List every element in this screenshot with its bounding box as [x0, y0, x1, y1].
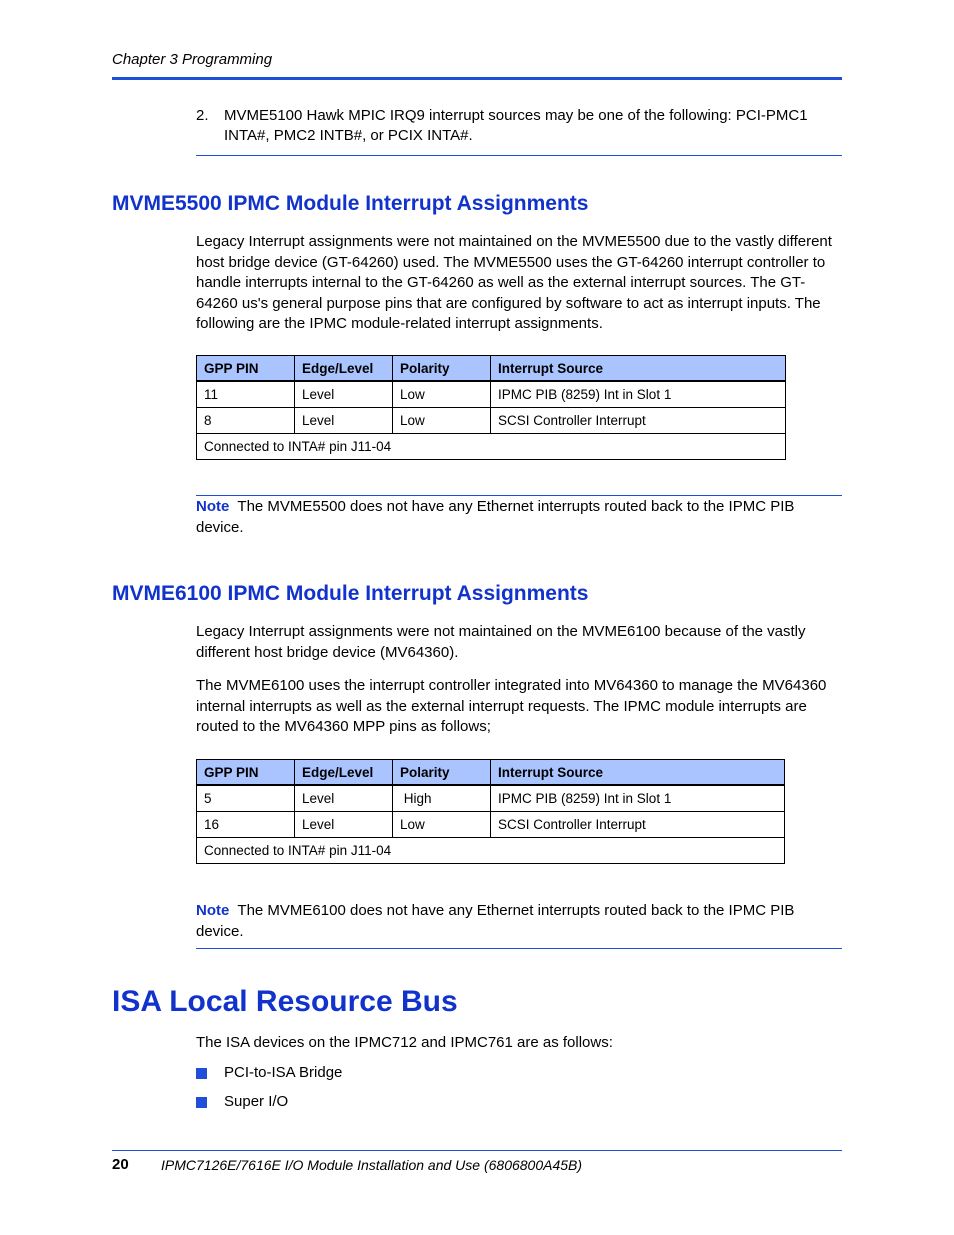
- table-cell: 11: [197, 381, 295, 408]
- table-cell: Low: [393, 812, 491, 838]
- table-footer-row: [197, 434, 786, 460]
- table-footer-cell: Connected to INTA# pin J11-04: [197, 434, 786, 460]
- table-row: [197, 381, 786, 408]
- divider: [196, 155, 842, 156]
- running-header: Chapter 3 Programming: [112, 51, 273, 68]
- table-cell: 16: [197, 812, 295, 838]
- table-cell: Level: [295, 381, 393, 408]
- table-row: [197, 785, 785, 812]
- table-cell: Low: [393, 381, 491, 408]
- note-text: The MVME5500 does not have any Ethernet interrupts routed back to the IPMC PIB device.: [196, 498, 795, 536]
- table-cell: Level: [295, 408, 393, 434]
- table-cell: 8: [197, 408, 295, 434]
- note-label: Note: [196, 902, 230, 919]
- bullet-square-icon: [196, 1097, 207, 1108]
- column-header: GPP PIN: [197, 356, 295, 382]
- section-paragraph: The ISA devices on the IPMC712 and IPMC761 are as follows:: [196, 1034, 613, 1051]
- table-cell: High: [393, 785, 491, 812]
- table-cell: IPMC PIB (8259) Int in Slot 1: [491, 785, 785, 812]
- table-cell: SCSI Controller Interrupt: [491, 812, 785, 838]
- header-rule: [112, 77, 842, 80]
- table-cell: SCSI Controller Interrupt: [491, 408, 786, 434]
- section-heading-mvme6100: MVME6100 IPMC Module Interrupt Assignments: [112, 582, 589, 605]
- column-header: GPP PIN: [197, 760, 295, 786]
- footer-doc-title: IPMC7126E/7616E I/O Module Installation and Use (6806800A45B): [161, 1157, 583, 1173]
- chapter-heading-isa: ISA Local Resource Bus: [112, 985, 458, 1018]
- note-rule: [196, 495, 842, 496]
- list-item-text: MVME5100 Hawk MPIC IRQ9 interrupt sources may be one of the following: PCI-PMC1 INTA#, PMC2 INTB#, or PCIX INTA#.: [224, 107, 808, 144]
- footer-rule: [112, 1150, 842, 1151]
- table-cell: Low: [393, 408, 491, 434]
- note-block: [196, 497, 842, 538]
- interrupt-table-mvme5500: [196, 355, 786, 460]
- note-label: Note: [196, 498, 230, 515]
- table-row: [197, 812, 785, 838]
- table-header-row: [197, 760, 785, 786]
- section-heading-mvme5500: MVME5500 IPMC Module Interrupt Assignments: [112, 192, 589, 215]
- note-block: [196, 901, 842, 942]
- bullet-square-icon: [196, 1068, 207, 1079]
- page-number: 20: [112, 1156, 129, 1173]
- table-header-row: [197, 356, 786, 382]
- interrupt-table-mvme6100: [196, 759, 785, 864]
- table-footer-cell: Connected to INTA# pin J11-04: [197, 838, 785, 864]
- bullet-text: PCI-to-ISA Bridge: [224, 1064, 343, 1081]
- column-header: Polarity: [393, 760, 491, 786]
- table-row: [197, 408, 786, 434]
- table-cell: IPMC PIB (8259) Int in Slot 1: [491, 381, 786, 408]
- column-header: Interrupt Source: [491, 760, 785, 786]
- column-header: Edge/Level: [295, 356, 393, 382]
- column-header: Edge/Level: [295, 760, 393, 786]
- bullet-text: Super I/O: [224, 1093, 289, 1110]
- table-cell: Level: [295, 812, 393, 838]
- column-header: Interrupt Source: [491, 356, 786, 382]
- section-paragraph: The MVME6100 uses the interrupt controller integrated into MV64360 to manage the MV64360 internal interrupts as well as the external interrupt requests. The IPMC module interrupts are routed to the MV64360 MPP pins as follows;: [196, 677, 827, 735]
- table-cell: 5: [197, 785, 295, 812]
- column-header: Polarity: [393, 356, 491, 382]
- list-item-number: 2.: [196, 107, 209, 124]
- note-rule: [196, 948, 842, 949]
- section-paragraph: Legacy Interrupt assignments were not maintained on the MVME5500 due to the vastly different host bridge device (GT-64260) used. The MVME5500 uses the GT-64260 interrupt controller to handle interrupts internal to the GT-64260 as well as the external interrupt sources. The GT-64260 us's general purpose pins that are configured by software to act as interrupt inputs. The following are the IPMC module-related interrupt assignments.: [196, 233, 832, 332]
- section-paragraph: Legacy Interrupt assignments were not maintained on the MVME6100 because of the vastly different host bridge device (MV64360).: [196, 623, 806, 661]
- table-footer-row: [197, 838, 785, 864]
- table-cell: Level: [295, 785, 393, 812]
- note-text: The MVME6100 does not have any Ethernet interrupts routed back to the IPMC PIB device.: [196, 902, 795, 940]
